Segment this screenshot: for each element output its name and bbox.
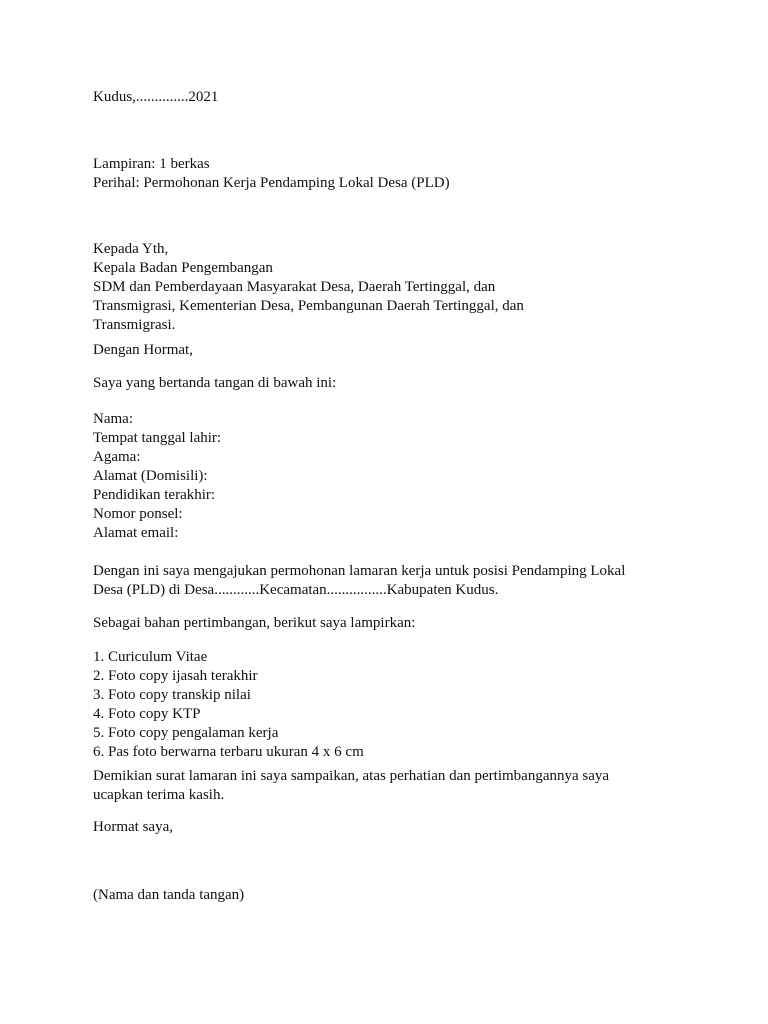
attachments-intro [93,614,693,633]
sign-off-text: Hormat saya, [93,819,173,835]
date-text: Kudus,..............2021 [93,89,219,105]
body-line-1: Dengan ini saya mengajukan permohonan lamaran kerja untuk posisi Pendamping Lokal [93,563,626,579]
list-item: 2. Foto copy ijasah terakhir [93,668,258,684]
attachments-list [93,648,693,762]
recipient-greeting: Kepada Yth, [93,241,169,257]
closing-paragraph [93,767,693,805]
field-nama: Nama: [93,411,133,427]
recipient-line-3: Transmigrasi, Kementerian Desa, Pembangunan Daerah Tertinggal, dan [93,298,524,314]
recipient-block [93,240,693,335]
closing-line-1: Demikian surat lamaran ini saya sampaikan, atas perhatian dan pertimbangannya saya [93,768,610,784]
list-item: 4. Foto copy KTP [93,706,201,722]
attachment-line: Lampiran: 1 berkas [93,156,210,172]
field-tempat-tanggal-lahir: Tempat tanggal lahir: [93,430,222,446]
recipient-line-1: Kepala Badan Pengembangan [93,260,273,276]
list-item: 3. Foto copy transkip nilai [93,687,251,703]
body-line-2: Desa (PLD) di Desa............Kecamatan................Kabupaten Kudus. [93,582,499,598]
field-alamat-domisili: Alamat (Domisili): [93,468,208,484]
intro-paragraph [93,374,693,393]
salutation [93,341,693,360]
field-agama: Agama: [93,449,141,465]
letter-header [93,155,693,193]
field-pendidikan-terakhir: Pendidikan terakhir: [93,487,216,503]
salutation-text: Dengan Hormat, [93,342,193,358]
closing-line-2: ucapkan terima kasih. [93,787,225,803]
subject-line: Perihal: Permohonan Kerja Pendamping Lokal Desa (PLD) [93,175,450,191]
list-item: 6. Pas foto berwarna terbaru ukuran 4 x 6 cm [93,744,364,760]
field-alamat-email: Alamat email: [93,525,179,541]
body-paragraph [93,562,693,600]
signature-placeholder: (Nama dan tanda tangan) [93,887,245,903]
applicant-fields [93,410,693,543]
sign-off [93,818,693,837]
list-item: 5. Foto copy pengalaman kerja [93,725,279,741]
intro-text: Saya yang bertanda tangan di bawah ini: [93,375,337,391]
field-nomor-ponsel: Nomor ponsel: [93,506,183,522]
list-item: 1. Curiculum Vitae [93,649,208,665]
recipient-line-2: SDM dan Pemberdayaan Masyarakat Desa, Daerah Tertinggal, dan [93,279,496,295]
date-line [93,88,693,107]
attachments-intro-text: Sebagai bahan pertimbangan, berikut saya lampirkan: [93,615,416,631]
signature-block [93,886,693,905]
recipient-line-4: Transmigrasi. [93,317,176,333]
